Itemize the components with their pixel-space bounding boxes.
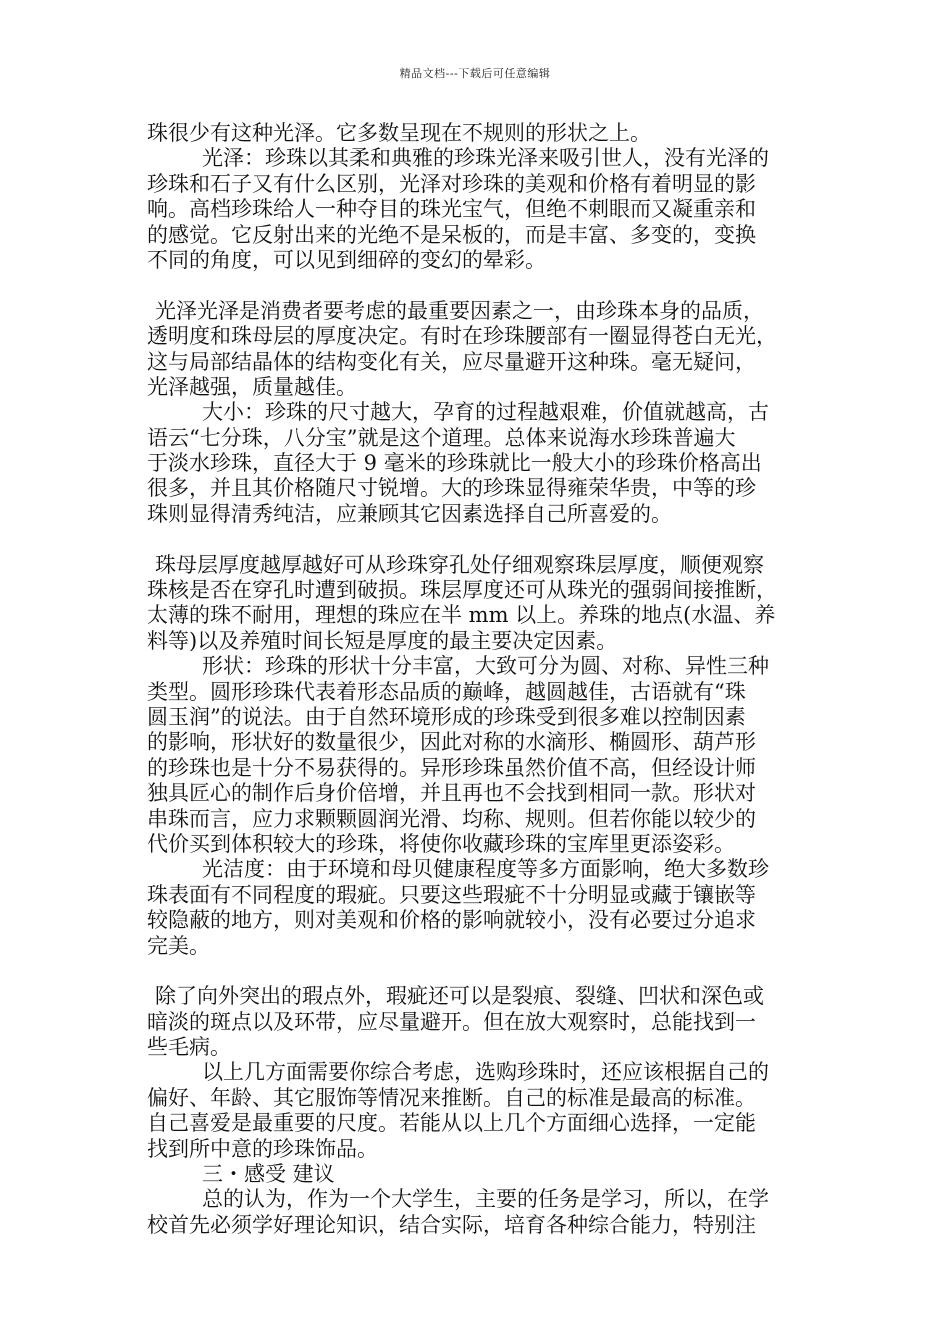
blank-line bbox=[147, 527, 811, 552]
text-line: 光泽越强，质量越佳。 bbox=[147, 374, 357, 399]
text-line: 于淡水珍珠，直径大于 9 毫米的珍珠就比一般大小的珍珠价格高出 bbox=[147, 451, 762, 476]
blank-line bbox=[147, 959, 811, 984]
text-line: 不同的角度，可以见到细碎的变幻的晕彩。 bbox=[147, 247, 546, 272]
text-line: 珠很少有这种光泽。它多数呈现在不规则的形状之上。 bbox=[147, 121, 651, 145]
text-line: 透明度和珠母层的厚度决定。有时在珍珠腰部有一圈显得苍白无光， bbox=[147, 324, 777, 349]
text-line: 总的认为，作为一个大学生，主要的任务是学习，所以，在学 bbox=[202, 1187, 769, 1212]
text-line: 自己喜爱是最重要的尺度。若能从以上几个方面细心选择，一定能 bbox=[147, 1111, 756, 1136]
text-line: 很多，并且其价格随尺寸锐增。大的珍珠显得雍荣华贵，中等的珍 bbox=[147, 476, 756, 501]
text-line: 光洁度：由于环境和母贝健康程度等多方面影响，绝大多数珍 bbox=[202, 857, 769, 882]
text-line: 偏好、年龄、其它服饰等情况来推断。自己的标准是最高的标准。 bbox=[147, 1085, 756, 1110]
page-header: 精品文档---下载后可任意编辑 bbox=[399, 67, 551, 80]
text-line: 类型。圆形珍珠代表着形态品质的巅峰，越圆越佳，古语就有“珠 bbox=[147, 679, 746, 704]
text-line: 三・感受 建议 bbox=[202, 1162, 335, 1187]
text-line: 校首先必须学好理论知识，结合实际，培育各种综合能力，特别注 bbox=[147, 1212, 756, 1237]
text-line: 除了向外突出的瑕点外，瑕疵还可以是裂痕、裂缝、凹状和深色或 bbox=[155, 984, 764, 1009]
text-line: 形状：珍珠的形状十分丰富，大致可分为圆、对称、异性三种 bbox=[202, 654, 769, 679]
text-line: 大小：珍珠的尺寸越大，孕育的过程越艰难，价值就越高，古 bbox=[202, 400, 769, 425]
text-line: 些毛病。 bbox=[147, 1035, 231, 1060]
text-line: 串珠而言，应力求颗颗圆润光滑、均称、规则。但若你能以较少的 bbox=[147, 806, 756, 831]
text-line: 完美。 bbox=[147, 933, 210, 958]
text-line: 这与局部结晶体的结构变化有关，应尽量避开这种珠。毫无疑问， bbox=[147, 349, 756, 374]
text-line: 珍珠和石子又有什么区别，光泽对珍珠的美观和价格有着明显的影 bbox=[147, 171, 756, 196]
text-line: 珠表面有不同程度的瑕疵。只要这些瑕疵不十分明显或藏于镶嵌等 bbox=[147, 882, 756, 907]
text-line: 语云“七分珠，八分宝”就是这个道理。总体来说海水珍珠普遍大 bbox=[147, 425, 736, 450]
text-line: 的影响，形状好的数量很少，因此对称的水滴形、椭圆形、葫芦形 bbox=[147, 730, 756, 755]
text-line: 光泽光泽是消费者要考虑的最重要因素之一，由珍珠本身的品质， bbox=[155, 298, 764, 323]
text-line: 以上几方面需要你综合考虑，选购珍珠时，还应该根据自己的 bbox=[202, 1060, 769, 1085]
text-line: 珠则显得清秀纯洁，应兼顾其它因素选择自己所喜爱的。 bbox=[147, 501, 672, 526]
text-line: 响。高档珍珠给人一种夺目的珠光宝气，但绝不刺眼而又凝重亲和 bbox=[147, 197, 756, 222]
text-line: 较隐蔽的地方，则对美观和价格的影响就较小，没有必要过分追求 bbox=[147, 908, 756, 933]
text-line: 圆玉润”的说法。由于自然环境形成的珍珠受到很多难以控制因素 bbox=[147, 704, 746, 729]
text-line: 的珍珠也是十分不易获得的。异形珍珠虽然价值不高，但经设计师 bbox=[147, 755, 756, 780]
document-body bbox=[147, 121, 811, 1238]
text-line: 光泽：珍珠以其柔和典雅的珍珠光泽来吸引世人，没有光泽的 bbox=[202, 146, 769, 171]
text-line: 料等)以及养殖时间长短是厚度的最主要决定因素。 bbox=[147, 628, 618, 653]
text-line: 找到所中意的珍珠饰品。 bbox=[147, 1136, 378, 1161]
text-line: 的感觉。它反射出来的光绝不是呆板的，而是丰富、多变的，变换 bbox=[147, 222, 756, 247]
text-line: 暗淡的斑点以及环带，应尽量避开。但在放大观察时，总能找到一 bbox=[147, 1009, 756, 1034]
text-line: 珠母层厚度越厚越好可从珍珠穿孔处仔细观察珠层厚度，顺便观察 bbox=[155, 552, 764, 577]
blank-line bbox=[147, 273, 811, 298]
text-line: 独具匠心的制作后身价倍增，并且再也不会找到相同一款。形状对 bbox=[147, 781, 756, 806]
text-line: 太薄的珠不耐用，理想的珠应在半 mm 以上。养珠的地点(水温、养 bbox=[147, 603, 776, 628]
text-line: 珠核是否在穿孔时遭到破损。珠层厚度还可从珠光的强弱间接推断， bbox=[147, 578, 777, 603]
text-line: 代价买到体积较大的珍珠，将使你收藏珍珠的宝库里更添姿彩。 bbox=[147, 831, 735, 856]
